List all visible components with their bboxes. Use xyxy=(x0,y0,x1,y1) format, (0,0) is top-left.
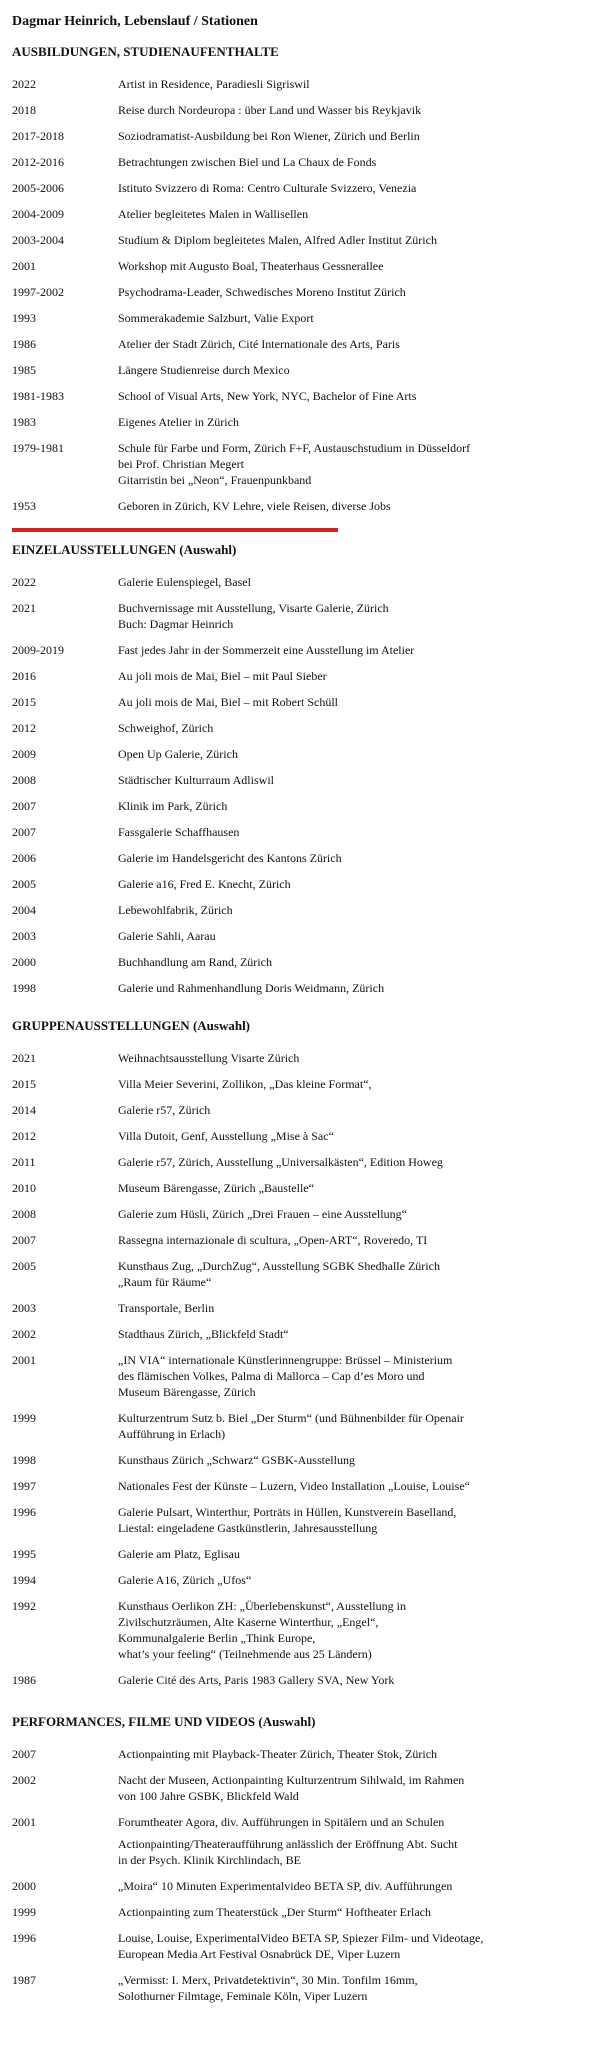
cv-entry xyxy=(12,154,592,170)
entry-line: Museum Bärengasse, Zürich xyxy=(118,1385,256,1399)
entry-line: Betrachtungen zwischen Biel und La Chaux de Fonds xyxy=(118,155,377,169)
entry-description xyxy=(118,1326,592,1342)
entry-line: Galerie und Rahmenhandlung Doris Weidmann, Zürich xyxy=(118,981,385,995)
entry-year: 2001 xyxy=(12,259,36,273)
entry-year: 1983 xyxy=(12,415,36,429)
entry-description xyxy=(118,574,592,590)
section-spacer xyxy=(12,996,592,1018)
entry-year: 2016 xyxy=(12,669,36,683)
entry-list xyxy=(12,1746,592,2004)
entry-line: des flämischen Volkes, Palma di Mallorca – Cap d’es Moro und xyxy=(118,1369,425,1383)
entry-line: Schule für Farbe und Form, Zürich F+F, Austauschstudium in Düsseldorf xyxy=(118,441,471,455)
red-divider xyxy=(12,528,338,532)
entry-year: 2007 xyxy=(12,1233,36,1247)
entry-line: Studium & Diplom begleitetes Malen, Alfred Adler Institut Zürich xyxy=(118,233,437,247)
entry-description xyxy=(118,902,592,918)
entry-year: 2000 xyxy=(12,955,36,969)
entry-description xyxy=(118,1546,592,1562)
entry-line: Nationales Fest der Künste – Luzern, Video Installation „Louise, Louise“ xyxy=(118,1479,470,1493)
entry-year: 2001 xyxy=(12,1353,36,1367)
entry-description xyxy=(118,1410,592,1442)
entry-year: 1998 xyxy=(12,1453,36,1467)
section-spacer xyxy=(12,1688,592,1714)
entry-year: 1993 xyxy=(12,311,36,325)
cv-entry xyxy=(12,902,592,918)
section xyxy=(12,44,592,514)
entry-year: 2012-2016 xyxy=(12,155,64,169)
cv-entry xyxy=(12,388,592,404)
cv-entry xyxy=(12,1076,592,1092)
entry-year: 2010 xyxy=(12,1181,36,1195)
entry-description xyxy=(118,1972,592,2004)
entry-line: Sommerakademie Salzburt, Valie Export xyxy=(118,311,314,325)
entry-description xyxy=(118,1878,592,1894)
cv-sections xyxy=(12,44,592,2004)
entry-line: Open Up Galerie, Zürich xyxy=(118,747,238,761)
cv-entry xyxy=(12,1154,592,1170)
cv-entry xyxy=(12,414,592,430)
cv-entry xyxy=(12,180,592,196)
entry-year: 2009 xyxy=(12,747,36,761)
entry-year: 2005-2006 xyxy=(12,181,64,195)
entry-line: Nacht der Museen, Actionpainting Kulturzentrum Sihlwald, im Rahmen xyxy=(118,1773,465,1787)
cv-entry xyxy=(12,1258,592,1290)
entry-line: Rassegna internazionale di scultura, „Open-ART“, Roveredo, TI xyxy=(118,1233,428,1247)
entry-year: 2014 xyxy=(12,1103,36,1117)
entry-description xyxy=(118,876,592,892)
entry-description xyxy=(118,1300,592,1316)
cv-entry xyxy=(12,1572,592,1588)
entry-year: 2021 xyxy=(12,1051,36,1065)
cv-entry xyxy=(12,1180,592,1196)
entry-description xyxy=(118,232,592,248)
entry-line: Galerie Sahli, Aarau xyxy=(118,929,216,943)
entry-description xyxy=(118,388,592,404)
cv-entry xyxy=(12,498,592,514)
entry-description xyxy=(118,1154,592,1170)
cv-entry xyxy=(12,362,592,378)
cv-entry xyxy=(12,440,592,488)
cv-entry xyxy=(12,668,592,684)
entry-description xyxy=(118,772,592,788)
entry-line: Kommunalgalerie Berlin „Think Europe, xyxy=(118,1631,316,1645)
entry-year: 2015 xyxy=(12,1077,36,1091)
entry-line: Soziodramatist-Ausbildung bei Ron Wiener, Zürich und Berlin xyxy=(118,129,420,143)
cv-entry xyxy=(12,1672,592,1688)
cv-entry xyxy=(12,1836,592,1868)
cv-entry xyxy=(12,1598,592,1662)
entry-year: 2022 xyxy=(12,575,36,589)
entry-line: what’s your feeling“ (Teilnehmende aus 25 Ländern) xyxy=(118,1647,372,1661)
entry-line: Kunsthaus Zug, „DurchZug“, Ausstellung SGBK Shedhalle Zürich xyxy=(118,1259,440,1273)
entry-description xyxy=(118,1572,592,1588)
entry-line: Au joli mois de Mai, Biel – mit Robert Schüll xyxy=(118,695,338,709)
entry-description xyxy=(118,1746,592,1762)
cv-entry xyxy=(12,694,592,710)
section-heading: EINZELAUSSTELLUNGEN (Auswahl) xyxy=(12,542,237,557)
entry-year: 2017-2018 xyxy=(12,129,64,143)
entry-line: Workshop mit Augusto Boal, Theaterhaus Gessnerallee xyxy=(118,259,384,273)
entry-line: Actionpainting/Theateraufführung anlässlich der Eröffnung Abt. Sucht xyxy=(118,1837,458,1851)
entry-line: Museum Bärengasse, Zürich „Baustelle“ xyxy=(118,1181,314,1195)
entry-line: Villa Meier Severini, Zollikon, „Das kleine Format“, xyxy=(118,1077,372,1091)
entry-line: Stadthaus Zürich, „Blickfeld Stadt“ xyxy=(118,1327,289,1341)
entry-line: bei Prof. Christian Megert xyxy=(118,457,244,471)
entry-year: 1985 xyxy=(12,363,36,377)
entry-description xyxy=(118,1478,592,1494)
entry-year: 2022 xyxy=(12,77,36,91)
entry-description xyxy=(118,824,592,840)
entry-line: Artist in Residence, Paradiesli Sigriswil xyxy=(118,77,310,91)
cv-entry xyxy=(12,1504,592,1536)
entry-description xyxy=(118,1814,592,1830)
entry-line: Längere Studienreise durch Mexico xyxy=(118,363,290,377)
entry-description xyxy=(118,1076,592,1092)
entry-description xyxy=(118,336,592,352)
entry-year: 2007 xyxy=(12,825,36,839)
entry-line: Zivilschutzräumen, Alte Kaserne Winterthur, „Engel“, xyxy=(118,1615,379,1629)
cv-entry xyxy=(12,76,592,92)
entry-description xyxy=(118,642,592,658)
entry-line: Villa Dutoit, Genf, Ausstellung „Mise à Sac“ xyxy=(118,1129,334,1143)
cv-entry xyxy=(12,772,592,788)
entry-description xyxy=(118,180,592,196)
entry-description xyxy=(118,206,592,222)
entry-year: 1953 xyxy=(12,499,36,513)
entry-description xyxy=(118,284,592,300)
cv-entry xyxy=(12,1206,592,1222)
section-heading: GRUPPENAUSSTELLUNGEN (Auswahl) xyxy=(12,1018,251,1033)
entry-year: 2003-2004 xyxy=(12,233,64,247)
entry-line: Galerie r57, Zürich xyxy=(118,1103,211,1117)
cv-entry xyxy=(12,1352,592,1400)
entry-line: Galerie a16, Fred E. Knecht, Zürich xyxy=(118,877,291,891)
cv-entry xyxy=(12,928,592,944)
section-heading: PERFORMANCES, FILME UND VIDEOS (Auswahl) xyxy=(12,1714,316,1729)
entry-line: Transportale, Berlin xyxy=(118,1301,215,1315)
entry-line: Galerie A16, Zürich „Ufos“ xyxy=(118,1573,252,1587)
entry-description xyxy=(118,1930,592,1962)
entry-list xyxy=(12,574,592,996)
cv-entry xyxy=(12,1102,592,1118)
entry-year: 2000 xyxy=(12,1879,36,1893)
entry-line: Städtischer Kulturraum Adliswil xyxy=(118,773,274,787)
entry-line: Eigenes Atelier in Zürich xyxy=(118,415,239,429)
entry-description xyxy=(118,440,592,488)
cv-entry xyxy=(12,1972,592,2004)
entry-line: Lebewohlfabrik, Zürich xyxy=(118,903,233,917)
entry-year: 2007 xyxy=(12,1747,36,1761)
cv-entry xyxy=(12,310,592,326)
entry-year: 1986 xyxy=(12,337,36,351)
entry-description xyxy=(118,1232,592,1248)
entry-year: 1999 xyxy=(12,1905,36,1919)
entry-line: Galerie Eulenspiegel, Basel xyxy=(118,575,251,589)
section-heading: AUSBILDUNGEN, STUDIENAUFENTHALTE xyxy=(12,44,279,59)
entry-year: 2011 xyxy=(12,1155,36,1169)
entry-line: in der Psych. Klinik Kirchlindach, BE xyxy=(118,1853,301,1867)
section xyxy=(12,1714,592,2004)
entry-year: 1992 xyxy=(12,1599,36,1613)
entry-year: 1996 xyxy=(12,1931,36,1945)
cv-entry xyxy=(12,284,592,300)
entry-description xyxy=(118,128,592,144)
entry-year: 2008 xyxy=(12,773,36,787)
entry-year: 2004 xyxy=(12,903,36,917)
entry-year: 2018 xyxy=(12,103,36,117)
cv-entry xyxy=(12,1128,592,1144)
entry-year: 2009-2019 xyxy=(12,643,64,657)
entry-line: Galerie r57, Zürich, Ausstellung „Universalkästen“, Edition Howeg xyxy=(118,1155,443,1169)
entry-year: 2001 xyxy=(12,1815,36,1829)
entry-year: 1998 xyxy=(12,981,36,995)
cv-entry xyxy=(12,746,592,762)
entry-line: von 100 Jahre GSBK, Blickfeld Wald xyxy=(118,1789,299,1803)
entry-description xyxy=(118,1836,592,1868)
entry-year: 2005 xyxy=(12,877,36,891)
cv-entry xyxy=(12,1930,592,1962)
entry-year: 2005 xyxy=(12,1259,36,1273)
entry-year: 1979-1981 xyxy=(12,441,64,455)
entry-year: 1997-2002 xyxy=(12,285,64,299)
entry-line: Buchhandlung am Rand, Zürich xyxy=(118,955,272,969)
entry-year: 1981-1983 xyxy=(12,389,64,403)
entry-line: Actionpainting mit Playback-Theater Zürich, Theater Stok, Zürich xyxy=(118,1747,438,1761)
entry-line: Galerie im Handelsgericht des Kantons Zürich xyxy=(118,851,342,865)
entry-description xyxy=(118,798,592,814)
entry-line: Galerie zum Hüsli, Zürich „Drei Frauen – eine Ausstellung“ xyxy=(118,1207,407,1221)
entry-year: 2003 xyxy=(12,929,36,943)
entry-description xyxy=(118,1352,592,1400)
entry-line: Atelier der Stadt Zürich, Cité Internationale des Arts, Paris xyxy=(118,337,400,351)
entry-line: Schweighof, Zürich xyxy=(118,721,214,735)
cv-entry xyxy=(12,642,592,658)
cv-entry xyxy=(12,1878,592,1894)
entry-line: Galerie Pulsart, Winterthur, Porträts in Hüllen, Kunstverein Baselland, xyxy=(118,1505,457,1519)
entry-year: 1995 xyxy=(12,1547,36,1561)
entry-line: Actionpainting zum Theaterstück „Der Sturm“ Hoftheater Erlach xyxy=(118,1905,431,1919)
entry-description xyxy=(118,746,592,762)
cv-entry xyxy=(12,1904,592,1920)
entry-line: Kulturzentrum Sutz b. Biel „Der Sturm“ (und Bühnenbilder für Openair xyxy=(118,1411,464,1425)
entry-line: Buch: Dagmar Heinrich xyxy=(118,617,234,631)
entry-line: Fassgalerie Schaffhausen xyxy=(118,825,240,839)
cv-entry xyxy=(12,1232,592,1248)
entry-year: 2004-2009 xyxy=(12,207,64,221)
entry-line: Geboren in Zürich, KV Lehre, viele Reisen, diverse Jobs xyxy=(118,499,391,513)
entry-year: 1986 xyxy=(12,1673,36,1687)
entry-year: 2002 xyxy=(12,1327,36,1341)
cv-entry xyxy=(12,850,592,866)
entry-description xyxy=(118,414,592,430)
entry-description xyxy=(118,928,592,944)
entry-line: „IN VIA“ internationale Künstlerinnengruppe: Brüssel – Ministerium xyxy=(118,1353,453,1367)
entry-list xyxy=(12,1050,592,1688)
entry-description xyxy=(118,1102,592,1118)
cv-entry xyxy=(12,232,592,248)
cv-entry xyxy=(12,258,592,274)
entry-line: School of Visual Arts, New York, NYC, Bachelor of Fine Arts xyxy=(118,389,417,403)
cv-entry xyxy=(12,798,592,814)
entry-description xyxy=(118,1128,592,1144)
cv-entry xyxy=(12,1410,592,1442)
entry-line: Istituto Svizzero di Roma: Centro Culturale Svizzero, Venezia xyxy=(118,181,417,195)
entry-description xyxy=(118,668,592,684)
entry-year: 1997 xyxy=(12,1479,36,1493)
entry-line: „Moira“ 10 Minuten Experimentalvideo BETA SP, div. Aufführungen xyxy=(118,1879,453,1893)
entry-description xyxy=(118,850,592,866)
entry-line: Kunsthaus Zürich „Schwarz“ GSBK-Ausstellung xyxy=(118,1453,355,1467)
cv-entry xyxy=(12,876,592,892)
entry-year: 2012 xyxy=(12,1129,36,1143)
entry-line: Atelier begleitetes Malen in Wallisellen xyxy=(118,207,309,221)
entry-description xyxy=(118,1206,592,1222)
entry-line: Kunsthaus Oerlikon ZH: „Überlebenskunst“, Ausstellung in xyxy=(118,1599,406,1613)
entry-description xyxy=(118,1050,592,1066)
entry-line: Galerie am Platz, Eglisau xyxy=(118,1547,240,1561)
cv-entry xyxy=(12,980,592,996)
cv-entry xyxy=(12,1452,592,1468)
entry-line: Psychodrama-Leader, Schwedisches Moreno Institut Zürich xyxy=(118,285,406,299)
entry-description xyxy=(118,102,592,118)
entry-year: 1994 xyxy=(12,1573,36,1587)
entry-description xyxy=(118,1258,592,1290)
entry-line: Fast jedes Jahr in der Sommerzeit eine Ausstellung im Atelier xyxy=(118,643,415,657)
cv-entry xyxy=(12,1746,592,1762)
entry-year: 2012 xyxy=(12,721,36,735)
entry-description xyxy=(118,1598,592,1662)
entry-line: Aufführung in Erlach) xyxy=(118,1427,226,1441)
cv-entry xyxy=(12,720,592,736)
entry-year: 2008 xyxy=(12,1207,36,1221)
entry-line: Solothurner Filmtage, Feminale Köln, Viper Luzern xyxy=(118,1989,368,2003)
section xyxy=(12,1018,592,1688)
entry-line: „Raum für Räume“ xyxy=(118,1275,212,1289)
entry-description xyxy=(118,498,592,514)
entry-list xyxy=(12,76,592,514)
cv-entry xyxy=(12,1050,592,1066)
cv-entry xyxy=(12,206,592,222)
entry-description xyxy=(118,1772,592,1804)
entry-year: 2002 xyxy=(12,1773,36,1787)
entry-description xyxy=(118,1180,592,1196)
cv-entry xyxy=(12,1478,592,1494)
entry-year: 1999 xyxy=(12,1411,36,1425)
entry-line: Forumtheater Agora, div. Aufführungen in Spitälern und an Schulen xyxy=(118,1815,445,1829)
cv-entry xyxy=(12,600,592,632)
entry-line: Galerie Cité des Arts, Paris 1983 Gallery SVA, New York xyxy=(118,1673,395,1687)
entry-description xyxy=(118,1504,592,1536)
entry-line: Louise, Louise, ExperimentalVideo BETA SP, Spiezer Film- und Videotage, xyxy=(118,1931,484,1945)
cv-entry xyxy=(12,954,592,970)
entry-description xyxy=(118,76,592,92)
entry-description xyxy=(118,694,592,710)
entry-line: Liestal: eingeladene Gastkünstlerin, Jahresausstellung xyxy=(118,1521,378,1535)
entry-year: 2021 xyxy=(12,601,36,615)
entry-description xyxy=(118,600,592,632)
cv-entry xyxy=(12,336,592,352)
entry-line: Weihnachtsausstellung Visarte Zürich xyxy=(118,1051,300,1065)
entry-year: 1987 xyxy=(12,1973,36,1987)
entry-line: Au joli mois de Mai, Biel – mit Paul Sieber xyxy=(118,669,327,683)
entry-line: „Vermisst: I. Merx, Privatdetektivin“, 30 Min. Tonfilm 16mm, xyxy=(118,1973,418,1987)
cv-entry xyxy=(12,1546,592,1562)
entry-line: Reise durch Nordeuropa : über Land und Wasser bis Reykjavik xyxy=(118,103,422,117)
entry-year: 2003 xyxy=(12,1301,36,1315)
entry-description xyxy=(118,1904,592,1920)
entry-description xyxy=(118,362,592,378)
entry-description xyxy=(118,720,592,736)
cv-entry xyxy=(12,824,592,840)
entry-description xyxy=(118,154,592,170)
cv-entry xyxy=(12,1814,592,1830)
entry-description xyxy=(118,980,592,996)
cv-entry xyxy=(12,1300,592,1316)
cv-entry xyxy=(12,102,592,118)
entry-year: 2006 xyxy=(12,851,36,865)
cv-entry xyxy=(12,1326,592,1342)
entry-description xyxy=(118,258,592,274)
entry-line: Gitarristin bei „Neon“, Frauenpunkband xyxy=(118,473,312,487)
entry-year: 2007 xyxy=(12,799,36,813)
entry-description xyxy=(118,1672,592,1688)
cv-entry xyxy=(12,1772,592,1804)
cv-page xyxy=(12,10,592,2004)
entry-description xyxy=(118,954,592,970)
section xyxy=(12,542,592,996)
entry-description xyxy=(118,1452,592,1468)
entry-year: 2015 xyxy=(12,695,36,709)
entry-line: European Media Art Festival Osnabrück DE, Viper Luzern xyxy=(118,1947,401,1961)
cv-entry xyxy=(12,128,592,144)
entry-year: 1996 xyxy=(12,1505,36,1519)
page-title: Dagmar Heinrich, Lebenslauf / Stationen xyxy=(12,14,258,29)
cv-entry xyxy=(12,574,592,590)
entry-line: Buchvernissage mit Ausstellung, Visarte Galerie, Zürich xyxy=(118,601,389,615)
entry-line: Klinik im Park, Zürich xyxy=(118,799,228,813)
entry-description xyxy=(118,310,592,326)
